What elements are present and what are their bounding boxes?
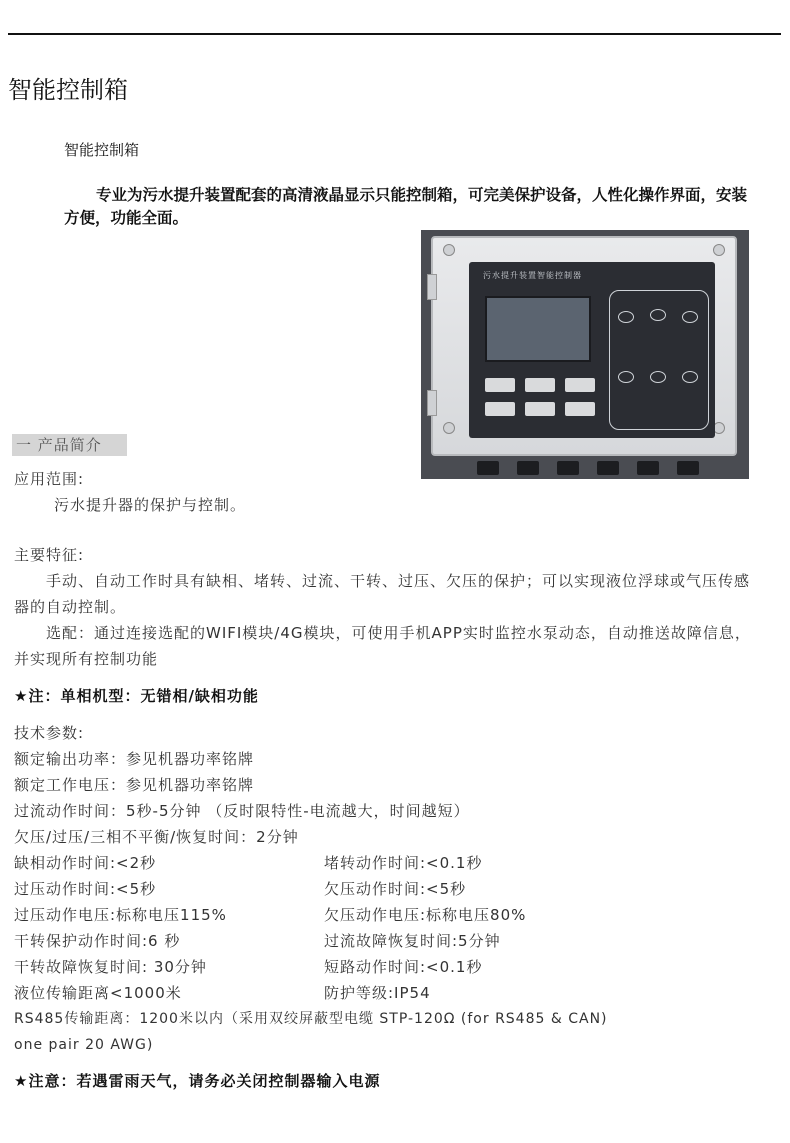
param-left: 干转故障恢复时间: 30分钟 [14,958,207,976]
note-single-phase: ★注：单相机型：无错相/缺相功能 [14,687,259,705]
rated-power: 额定输出功率：参见机器功率铭牌 [14,750,255,768]
param-left: 过压动作时间:<5秒 [14,880,157,898]
overcurrent-time: 过流动作时间：5秒-5分钟 （反时限特性-电流越大，时间越短） [14,802,470,820]
cable-gland [517,461,539,475]
product-photo [421,230,749,479]
section-heading: 智能控制箱 [64,141,140,159]
lcd-screen [485,296,591,362]
panel-button [485,378,515,392]
recovery-time: 欠压/过压/三相不平衡/恢复时间：2分钟 [14,828,299,846]
cable-gland [677,461,699,475]
diagram-circle [650,371,666,383]
control-panel [469,262,715,438]
side-bracket [427,390,437,416]
diagram-circle [618,311,634,323]
cable-gland [637,461,659,475]
param-left: 缺相动作时间:<2秒 [14,854,157,872]
rs485-line-2: one pair 20 AWG) [14,1037,154,1053]
note-thunderstorm: ★注意：若遇雷雨天气，请务必关闭控制器输入电源 [14,1072,381,1090]
rs485-line-1: RS485传输距离：1200米以内（采用双绞屏蔽型电缆 STP-120Ω (for RS485 & CAN) [14,1011,608,1027]
instruction-diagram [609,290,709,430]
screw-icon [443,244,455,256]
panel-button [525,402,555,416]
param-right: 堵转动作时间:<0.1秒 [324,854,483,872]
intro-paragraph: 专业为污水提升装置配套的高清液晶显示只能控制箱，可完美保护设备，人性化操作界面，安装方便，功能全面。 [64,186,748,227]
param-left: 液位传输距离<1000米 [14,984,182,1002]
cable-gland [477,461,499,475]
tech-label: 技术参数: [14,724,85,742]
application-text: 污水提升器的保护与控制。 [54,496,247,514]
rated-voltage: 额定工作电压：参见机器功率铭牌 [14,776,255,794]
side-bracket [427,274,437,300]
cable-gland [597,461,619,475]
application-label: 应用范围: [14,470,85,488]
diagram-circle [650,309,666,321]
panel-button [525,378,555,392]
panel-button [565,378,595,392]
panel-button [485,402,515,416]
features-text-1: 手动、自动工作时具有缺相、堵转、过流、干转、过压、欠压的保护；可以实现液位浮球或气压传感器的自动控制。 [14,572,751,616]
features-label: 主要特征: [14,546,85,564]
param-right: 欠压动作时间:<5秒 [324,880,467,898]
param-right: 过流故障恢复时间:5分钟 [324,932,501,950]
param-right: 欠压动作电压:标称电压80% [324,906,527,924]
panel-button [565,402,595,416]
param-left: 过压动作电压:标称电压115% [14,906,227,924]
cable-gland [557,461,579,475]
top-rule [8,33,781,35]
panel-title: 污水提升装置智能控制器 [483,271,582,280]
product-intro-tag: 一 产品简介 [12,434,127,456]
screw-icon [713,244,725,256]
screw-icon [443,422,455,434]
control-box [431,236,737,456]
param-right: 防护等级:IP54 [324,984,431,1002]
diagram-circle [682,311,698,323]
diagram-circle [618,371,634,383]
param-left: 干转保护动作时间:6 秒 [14,932,181,950]
diagram-circle [682,371,698,383]
page-title: 智能控制箱 [8,76,128,104]
param-right: 短路动作时间:<0.1秒 [324,958,483,976]
features-text-2: 选配：通过连接选配的WIFI模块/4G模块，可使用手机APP实时监控水泵动态，自动推送故障信息，并实现所有控制功能 [14,624,751,668]
